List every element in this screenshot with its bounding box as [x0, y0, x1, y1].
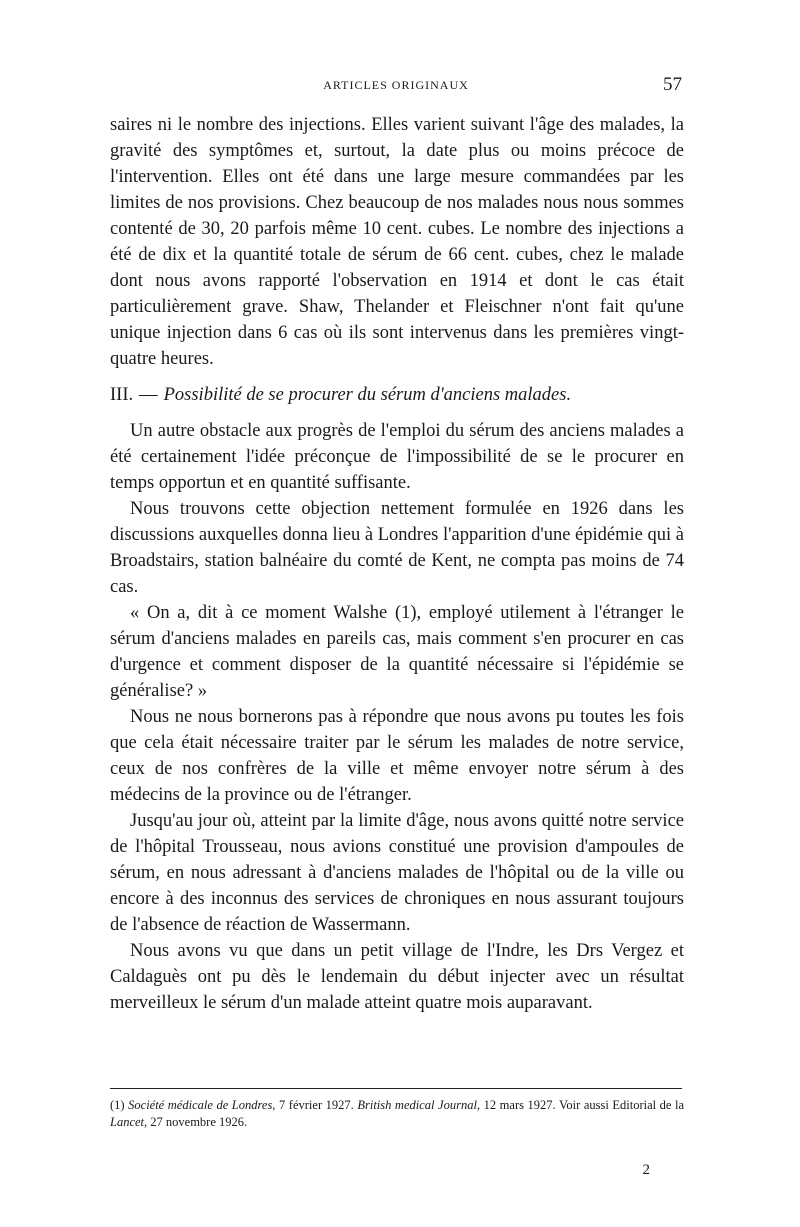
footnote	[110, 1097, 684, 1131]
footnote-date: 7 février 1927.	[279, 1098, 354, 1112]
footnote-marker: (1)	[110, 1098, 125, 1112]
running-head: ARTICLES ORIGINAUX	[323, 78, 469, 92]
section-number: III.	[110, 385, 134, 405]
footnote-date: 12 mars 1927.	[483, 1098, 556, 1112]
footnote-date: 27 novembre 1926.	[150, 1115, 248, 1129]
footnote-source: Lancet,	[110, 1115, 148, 1129]
paragraph: saires ni le nombre des injections. Elles varient suivant l'âge des malades, la gravité des symptômes et, surtout, la date plus ou moins précoce de l'intervention. Elles ont été dans une large mesure commandées par les limites de nos provisions. Chez beaucoup de nos malades nous nous sommes contenté de 30, 20 parfois même 10 cent. cubes. Le nombre des injections a été de dix et la quantité totale de sérum de 66 cent. cubes, chez le malade dont nous avons rapporté l'observation en 1914 et dont le cas était particulièrement grave. Shaw, Thelander et Fleischner n'ont fait qu'une unique injection dans 6 cas où ils sont intervenus dans les premières vingt-quatre heures.	[110, 115, 684, 369]
paragraph: Nous avons vu que dans un petit village de l'Indre, les Drs Vergez et Caldaguès ont pu dès le lendemain du début injecter avec un résultat merveilleux le sérum d'un malade atteint quatre mois auparavant.	[110, 941, 684, 1013]
section-title: Possibilité de se procurer du sérum d'anciens malades.	[163, 385, 572, 405]
footnote-source: British medical Journal,	[357, 1098, 481, 1112]
paragraph: Nous ne nous bornerons pas à répondre que nous avons pu toutes les fois que cela était nécessaire traiter par le sérum les malades de notre service, ceux de nos confrères de la ville et même envoyer notre sérum à des médecins de la province ou de l'étranger.	[110, 707, 684, 805]
paragraph: « On a, dit à ce moment Walshe (1), employé utilement à l'étranger le sérum d'anciens malades en pareils cas, mais comment s'en procurer en cas d'urgence et comment disposer de la quantité nécessaire si l'épidémie se généralise? »	[110, 603, 684, 701]
page-number: 57	[663, 74, 682, 95]
body-text	[110, 112, 684, 1016]
footnote-source: Société médicale de Londres,	[128, 1098, 276, 1112]
paragraph: Jusqu'au jour où, atteint par la limite d'âge, nous avons quitté notre service de l'hôpital Trousseau, nous avions constitué une provision d'ampoules de sérum, en nous adressant à d'anciens malades de l'hôpital ou de la ville ou encore à des inconnus des services de chroniques en nous assurant toujours de l'absence de réaction de Wassermann.	[110, 811, 684, 935]
paragraph: Nous trouvons cette objection nettement formulée en 1926 dans les discussions auxquelles donna lieu à Londres l'apparition d'une épidémie qui à Broadstairs, station balnéaire du comté de Kent, ne compta pas moins de 74 cas.	[110, 499, 684, 597]
footnote-divider	[110, 1088, 682, 1089]
footnote-see-also: Voir aussi Editorial de la	[558, 1098, 685, 1112]
paragraph: Un autre obstacle aux progrès de l'emploi du sérum des anciens malades a été certainement l'idée préconçue de l'impossibilité de se le procurer en temps opportun et en quantité suffisante.	[110, 421, 684, 493]
section-dash: —	[139, 385, 158, 405]
signature-mark: 2	[642, 1162, 650, 1178]
section-heading	[110, 382, 684, 408]
